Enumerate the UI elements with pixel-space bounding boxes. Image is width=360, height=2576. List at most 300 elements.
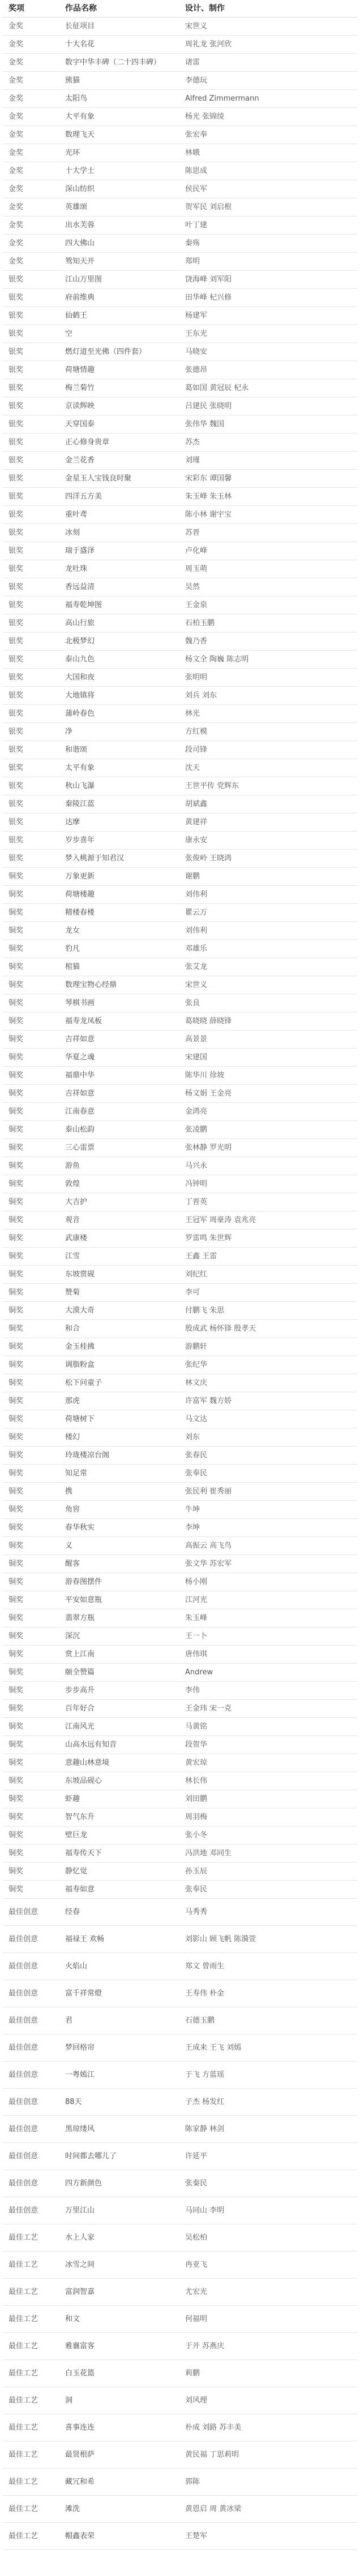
cell-author: 刘瑾 <box>179 452 357 470</box>
table-row <box>3 180 357 198</box>
cell-work: 和合 <box>59 1320 179 1338</box>
cell-award: 银奖 <box>3 343 59 361</box>
table-row <box>3 850 357 868</box>
cell-author: 王金泉 <box>179 596 357 614</box>
cell-author: 王楚军 <box>179 2523 357 2550</box>
cell-author: 张纪华 <box>179 1356 357 1374</box>
cell-award: 最佳创意 <box>3 1926 59 1953</box>
cell-award: 金奖 <box>3 36 59 54</box>
table-row <box>3 126 357 144</box>
table-row <box>3 1447 357 1465</box>
cell-award: 铜奖 <box>3 1537 59 1555</box>
cell-award: 铜奖 <box>3 1483 59 1501</box>
table-row <box>3 1356 357 1374</box>
cell-author: 马秀秀 <box>179 1899 357 1926</box>
cell-award: 银奖 <box>3 470 59 488</box>
cell-award: 最佳工艺 <box>3 2306 59 2333</box>
cell-author: 杨小刚 <box>179 1573 357 1591</box>
cell-award: 银奖 <box>3 614 59 633</box>
table-header-row <box>3 0 357 18</box>
cell-author: 周礼龙 张河欣 <box>179 36 357 54</box>
table-row <box>3 2143 357 2170</box>
cell-work: 江山万里图 <box>59 271 179 289</box>
cell-author: 何福明 <box>179 2306 357 2333</box>
table-row <box>3 940 357 958</box>
table-row <box>3 1718 357 1736</box>
cell-author: 金鸿亮 <box>179 1103 357 1121</box>
table-row <box>3 614 357 633</box>
table-row <box>3 633 357 651</box>
cell-work: 翡翠方瓶 <box>59 1609 179 1627</box>
cell-work: 玲珑楼凉台阁 <box>59 1447 179 1465</box>
table-row <box>3 1754 357 1772</box>
cell-award: 铜奖 <box>3 1790 59 1808</box>
cell-author: 黄民福 丁思莉明 <box>179 2441 357 2469</box>
cell-work: 金兰花香 <box>59 452 179 470</box>
cell-work: 赞菊 <box>59 1284 179 1302</box>
cell-author: 王冠军 周豪涛 袁兆亮 <box>179 1211 357 1229</box>
cell-award: 银奖 <box>3 651 59 669</box>
cell-author: 段贺华 <box>179 1736 357 1754</box>
table-row <box>3 1428 357 1447</box>
cell-author: 黄宏琼 <box>179 1754 357 1772</box>
table-row <box>3 542 357 560</box>
cell-work: 三心雷票 <box>59 1139 179 1157</box>
cell-award: 铜奖 <box>3 1284 59 1302</box>
table-row <box>3 343 357 361</box>
cell-work: 虾趣 <box>59 1790 179 1808</box>
cell-work: 东坡赏砚 <box>59 1266 179 1284</box>
cell-author: 江河光 <box>179 1591 357 1609</box>
cell-work: 水上人家 <box>59 2224 179 2252</box>
cell-author: 宋建国 <box>179 1049 357 1067</box>
cell-award: 铜奖 <box>3 868 59 886</box>
table-row <box>3 1736 357 1754</box>
cell-award: 铜奖 <box>3 1845 59 1863</box>
cell-work: 吉祥如意 <box>59 1031 179 1049</box>
cell-award: 银奖 <box>3 741 59 759</box>
cell-author: 张宏奉 <box>179 126 357 144</box>
cell-author: 瞿云万 <box>179 904 357 922</box>
cell-award: 铜奖 <box>3 1573 59 1591</box>
cell-work: 瑞于盛泽 <box>59 542 179 560</box>
table-row <box>3 958 357 976</box>
cell-work: 鸳知天开 <box>59 253 179 271</box>
cell-award: 金奖 <box>3 235 59 253</box>
cell-award: 铜奖 <box>3 1501 59 1519</box>
cell-author: 张小冬 <box>179 1826 357 1845</box>
cell-author: 罗雷鸣 朱世辉 <box>179 1229 357 1248</box>
cell-award: 铜奖 <box>3 922 59 940</box>
cell-award: 银奖 <box>3 687 59 705</box>
table-row <box>3 759 357 777</box>
cell-author: 郭陈 <box>179 2469 357 2496</box>
cell-award: 银奖 <box>3 723 59 741</box>
cell-work: 英雄颂 <box>59 198 179 217</box>
cell-author: Andrew <box>179 1664 357 1682</box>
table-row <box>3 434 357 452</box>
table-row <box>3 2306 357 2333</box>
table-row <box>3 2224 357 2252</box>
cell-award: 银奖 <box>3 542 59 560</box>
table-row <box>3 1374 357 1392</box>
cell-author: 冯钟明 <box>179 1175 357 1193</box>
table-row <box>3 669 357 687</box>
cell-work: 黑琼缕风 <box>59 2116 179 2143</box>
table-row <box>3 1863 357 1881</box>
cell-award: 金奖 <box>3 108 59 126</box>
cell-author: 马晓安 <box>179 343 357 361</box>
cell-work: 吉祥如意 <box>59 1085 179 1103</box>
cell-award: 金奖 <box>3 253 59 271</box>
cell-work: 富润智嘉 <box>59 2279 179 2306</box>
table-row <box>3 1031 357 1049</box>
cell-author: 秦殇 <box>179 235 357 253</box>
cell-work: 梦入桃源于知君汉 <box>59 850 179 868</box>
cell-award: 铜奖 <box>3 1465 59 1483</box>
table-row <box>3 1772 357 1790</box>
cell-award: 铜奖 <box>3 1826 59 1845</box>
cell-work: 四方新颜色 <box>59 2170 179 2197</box>
cell-work: 楼幻 <box>59 1428 179 1447</box>
cell-award: 最佳工艺 <box>3 2224 59 2252</box>
cell-award: 银奖 <box>3 524 59 542</box>
cell-work: 熊猫 <box>59 72 179 90</box>
table-row <box>3 488 357 506</box>
table-row <box>3 1302 357 1320</box>
cell-award: 银奖 <box>3 560 59 578</box>
cell-work: 琴棋书画 <box>59 994 179 1012</box>
cell-award: 铜奖 <box>3 1627 59 1646</box>
cell-work: 那虎 <box>59 1392 179 1410</box>
cell-award: 铜奖 <box>3 1754 59 1772</box>
cell-work: 携 <box>59 1483 179 1501</box>
table-row <box>3 253 357 271</box>
cell-award: 最佳工艺 <box>3 2469 59 2496</box>
cell-award: 银奖 <box>3 506 59 524</box>
cell-author: 宋彩东 谭国馨 <box>179 470 357 488</box>
cell-author: 刘兵 刘东 <box>179 687 357 705</box>
cell-award: 银奖 <box>3 452 59 470</box>
cell-award: 金奖 <box>3 180 59 198</box>
cell-award: 金奖 <box>3 217 59 235</box>
cell-work: 岁步喜年 <box>59 832 179 850</box>
cell-author: 许富军 魏方娇 <box>179 1392 357 1410</box>
cell-work: 泰山松韵 <box>59 1121 179 1139</box>
cell-work: 观音 <box>59 1211 179 1229</box>
cell-work: 冰雪之间 <box>59 2252 179 2279</box>
table-row <box>3 813 357 832</box>
cell-award: 最佳工艺 <box>3 2333 59 2360</box>
table-row <box>3 90 357 108</box>
cell-award: 最佳工艺 <box>3 2279 59 2306</box>
cell-work: 福寿如意 <box>59 1881 179 1899</box>
cell-award: 金奖 <box>3 18 59 36</box>
cell-work: 泰山九色 <box>59 651 179 669</box>
cell-author: 马同山 李明 <box>179 2197 357 2224</box>
table-row <box>3 1808 357 1826</box>
cell-award: 银奖 <box>3 307 59 325</box>
cell-author: 马兴永 <box>179 1157 357 1175</box>
cell-work: 壁巨龙 <box>59 1826 179 1845</box>
cell-award: 最佳工艺 <box>3 2387 59 2414</box>
cell-author: 宋世义 <box>179 18 357 36</box>
cell-author: 陈华川 徐坡 <box>179 1067 357 1085</box>
cell-work: 大国和夜 <box>59 669 179 687</box>
cell-work: 山高水远有知音 <box>59 1736 179 1754</box>
cell-author: 张奉民 <box>179 1881 357 1899</box>
header-work: 作品名称 <box>59 0 179 18</box>
table-row <box>3 397 357 415</box>
cell-author: 方红模 <box>179 723 357 741</box>
cell-award: 铜奖 <box>3 1863 59 1881</box>
table-row <box>3 2062 357 2089</box>
cell-author: 王寿伟 朴金 <box>179 1980 357 2007</box>
cell-author: 康永安 <box>179 832 357 850</box>
cell-award: 最佳工艺 <box>3 2360 59 2387</box>
cell-author: 王鑫 王雷 <box>179 1248 357 1266</box>
cell-award: 铜奖 <box>3 1211 59 1229</box>
table-row <box>3 108 357 126</box>
cell-award: 铜奖 <box>3 1302 59 1320</box>
cell-award: 最佳工艺 <box>3 2414 59 2441</box>
cell-work: 香远益清 <box>59 578 179 596</box>
cell-award: 铜奖 <box>3 1646 59 1664</box>
cell-award: 铜奖 <box>3 904 59 922</box>
cell-author: 贺军民 刘启根 <box>179 198 357 217</box>
table-row <box>3 1266 357 1284</box>
cell-work: 静忆觉 <box>59 1863 179 1881</box>
cell-award: 银奖 <box>3 415 59 434</box>
cell-author: 朱玉峰 <box>179 1609 357 1627</box>
cell-author: 冉亚飞 <box>179 2252 357 2279</box>
cell-work: 四大佛山 <box>59 235 179 253</box>
cell-award: 金奖 <box>3 72 59 90</box>
cell-author: 殷成武 杨怀锋 殷孝天 <box>179 1320 357 1338</box>
cell-work: 天穿国泰 <box>59 415 179 434</box>
cell-work: 出水芙蓉 <box>59 217 179 235</box>
table-row <box>3 1881 357 1899</box>
cell-award: 最佳创意 <box>3 2170 59 2197</box>
cell-author: 张艾龙 <box>179 958 357 976</box>
cell-author: 牛坤 <box>179 1501 357 1519</box>
cell-award: 最佳创意 <box>3 2197 59 2224</box>
cell-author: 李坤 <box>179 1519 357 1537</box>
cell-author: 诸雷 <box>179 54 357 72</box>
cell-work: 角窖 <box>59 1501 179 1519</box>
cell-author: 刘东 <box>179 1428 357 1447</box>
cell-author: 魏乃香 <box>179 633 357 651</box>
table-row <box>3 2007 357 2034</box>
cell-work: 大漠大奇 <box>59 1302 179 1320</box>
cell-award: 最佳创意 <box>3 1953 59 1980</box>
cell-award: 铜奖 <box>3 940 59 958</box>
cell-work: 高山行旅 <box>59 614 179 633</box>
cell-work: 仙鹤王 <box>59 307 179 325</box>
cell-author: 石柏玉鹏 <box>179 614 357 633</box>
cell-work: 步步高升 <box>59 1682 179 1700</box>
cell-award: 金奖 <box>3 198 59 217</box>
cell-award: 铜奖 <box>3 1808 59 1826</box>
cell-award: 金奖 <box>3 54 59 72</box>
cell-author: 叶丁建 <box>179 217 357 235</box>
cell-author: 马文达 <box>179 1410 357 1428</box>
cell-work: 空 <box>59 325 179 343</box>
cell-author: 张凌鹏 <box>179 1121 357 1139</box>
table-row <box>3 1555 357 1573</box>
table-row <box>3 1899 357 1926</box>
table-row <box>3 452 357 470</box>
cell-award: 银奖 <box>3 271 59 289</box>
table-row <box>3 72 357 90</box>
cell-author: 葛晓晓 薛晓锋 <box>179 1012 357 1031</box>
cell-author: 王一卜 <box>179 1627 357 1646</box>
cell-author: 吴松柏 <box>179 2224 357 2252</box>
cell-award: 最佳工艺 <box>3 2252 59 2279</box>
cell-author: 朱玉峰 朱玉林 <box>179 488 357 506</box>
cell-author: 冯洪地 邓同生 <box>179 1845 357 1863</box>
cell-award: 铜奖 <box>3 1193 59 1211</box>
table-row <box>3 415 357 434</box>
table-row <box>3 1175 357 1193</box>
cell-award: 银奖 <box>3 705 59 723</box>
cell-author: 葛如国 黄冠辰 杞永 <box>179 379 357 397</box>
cell-work: 重叶鸢 <box>59 506 179 524</box>
cell-award: 铜奖 <box>3 1718 59 1736</box>
cell-work: 和谐颂 <box>59 741 179 759</box>
cell-award: 铜奖 <box>3 1229 59 1248</box>
cell-author: 游鹏轩 <box>179 1338 357 1356</box>
cell-award: 金奖 <box>3 126 59 144</box>
cell-award: 金奖 <box>3 144 59 162</box>
cell-work: 数字中华丰碑（二十四丰碑） <box>59 54 179 72</box>
cell-award: 铜奖 <box>3 1772 59 1790</box>
cell-author: 高振云 高飞鸟 <box>179 1537 357 1555</box>
cell-author: 苏晋 <box>179 524 357 542</box>
cell-work: 经春 <box>59 1899 179 1926</box>
cell-author: 林文庆 <box>179 1374 357 1392</box>
cell-work: 雅襄富客 <box>59 2333 179 2360</box>
cell-author: 周玉萌 <box>179 560 357 578</box>
table-row <box>3 2469 357 2496</box>
cell-author: 林光 <box>179 705 357 723</box>
cell-award: 银奖 <box>3 488 59 506</box>
cell-author: 刘纪红 <box>179 1266 357 1284</box>
cell-author: 张奉民 <box>179 1465 357 1483</box>
cell-work: 88天 <box>59 2089 179 2116</box>
cell-author: 张民利 崔秀丽 <box>179 1483 357 1501</box>
cell-award: 最佳创意 <box>3 2034 59 2062</box>
cell-award: 银奖 <box>3 379 59 397</box>
table-row <box>3 904 357 922</box>
cell-work: 时间都去哪儿了 <box>59 2143 179 2170</box>
table-row <box>3 596 357 614</box>
cell-award: 银奖 <box>3 669 59 687</box>
cell-work: 洞 <box>59 2387 179 2414</box>
cell-work: 火焰山 <box>59 1953 179 1980</box>
cell-work: 大吉护 <box>59 1193 179 1211</box>
table-row <box>3 2089 357 2116</box>
cell-author: 杨文娟 王金亮 <box>179 1085 357 1103</box>
cell-award: 铜奖 <box>3 1338 59 1356</box>
cell-author: 林长伟 <box>179 1772 357 1790</box>
cell-award: 铜奖 <box>3 1356 59 1374</box>
cell-author: 黄恩启 周 黄冰梁 <box>179 2496 357 2523</box>
cell-author: 刘田鹏 <box>179 1790 357 1808</box>
cell-author: 谢鹏 <box>179 868 357 886</box>
cell-work: 精楼春楼 <box>59 904 179 922</box>
table-row <box>3 289 357 307</box>
table-row <box>3 1085 357 1103</box>
cell-award: 最佳创意 <box>3 2007 59 2034</box>
table-row <box>3 2387 357 2414</box>
cell-award: 铜奖 <box>3 1085 59 1103</box>
cell-work: 荷塘情趣 <box>59 361 179 379</box>
table-row <box>3 1591 357 1609</box>
cell-author: 郑文 曾雨生 <box>179 1953 357 1980</box>
cell-work: 东坡品砚心 <box>59 1772 179 1790</box>
table-row <box>3 1139 357 1157</box>
cell-author: Alfred Zimmermann <box>179 90 357 108</box>
table-row <box>3 1103 357 1121</box>
cell-work: 十大名花 <box>59 36 179 54</box>
cell-award: 银奖 <box>3 397 59 415</box>
cell-award: 最佳创意 <box>3 2116 59 2143</box>
table-row <box>3 1410 357 1428</box>
cell-author: 张春民 <box>179 1447 357 1465</box>
cell-award: 铜奖 <box>3 1555 59 1573</box>
table-row <box>3 506 357 524</box>
cell-award: 铜奖 <box>3 1157 59 1175</box>
cell-award: 铜奖 <box>3 1139 59 1157</box>
cell-work: 和文 <box>59 2306 179 2333</box>
cell-work: 武康楼 <box>59 1229 179 1248</box>
cell-award: 铜奖 <box>3 1266 59 1284</box>
table-row <box>3 886 357 904</box>
cell-author: 吴然 <box>179 578 357 596</box>
cell-work: 秦陵江蓝 <box>59 795 179 813</box>
cell-award: 最佳创意 <box>3 2062 59 2089</box>
cell-award: 铜奖 <box>3 1700 59 1718</box>
table-row <box>3 325 357 343</box>
cell-work: 游鱼 <box>59 1157 179 1175</box>
table-row <box>3 307 357 325</box>
cell-author: 张文华 苏宏军 <box>179 1555 357 1573</box>
cell-work: 颐全赞篇 <box>59 1664 179 1682</box>
cell-award: 银奖 <box>3 813 59 832</box>
cell-award: 最佳创意 <box>3 1899 59 1926</box>
table-row <box>3 922 357 940</box>
cell-author: 田华峰 杞兴修 <box>179 289 357 307</box>
awards-table <box>3 0 357 2550</box>
cell-author: 马黄铭 <box>179 1718 357 1736</box>
cell-author: 段司锋 <box>179 741 357 759</box>
cell-award: 最佳工艺 <box>3 2441 59 2469</box>
cell-award: 铜奖 <box>3 1374 59 1392</box>
cell-work: 冰刻 <box>59 524 179 542</box>
cell-work: 正心修身贵章 <box>59 434 179 452</box>
cell-work: 龙女 <box>59 922 179 940</box>
cell-author: 杨建军 <box>179 307 357 325</box>
cell-award: 铜奖 <box>3 1682 59 1700</box>
table-row <box>3 2360 357 2387</box>
cell-award: 银奖 <box>3 633 59 651</box>
table-row <box>3 1664 357 1682</box>
table-row <box>3 2279 357 2306</box>
cell-author: 张秦民 <box>179 2170 357 2197</box>
cell-award: 银奖 <box>3 434 59 452</box>
cell-work: 白玉花篮 <box>59 2360 179 2387</box>
